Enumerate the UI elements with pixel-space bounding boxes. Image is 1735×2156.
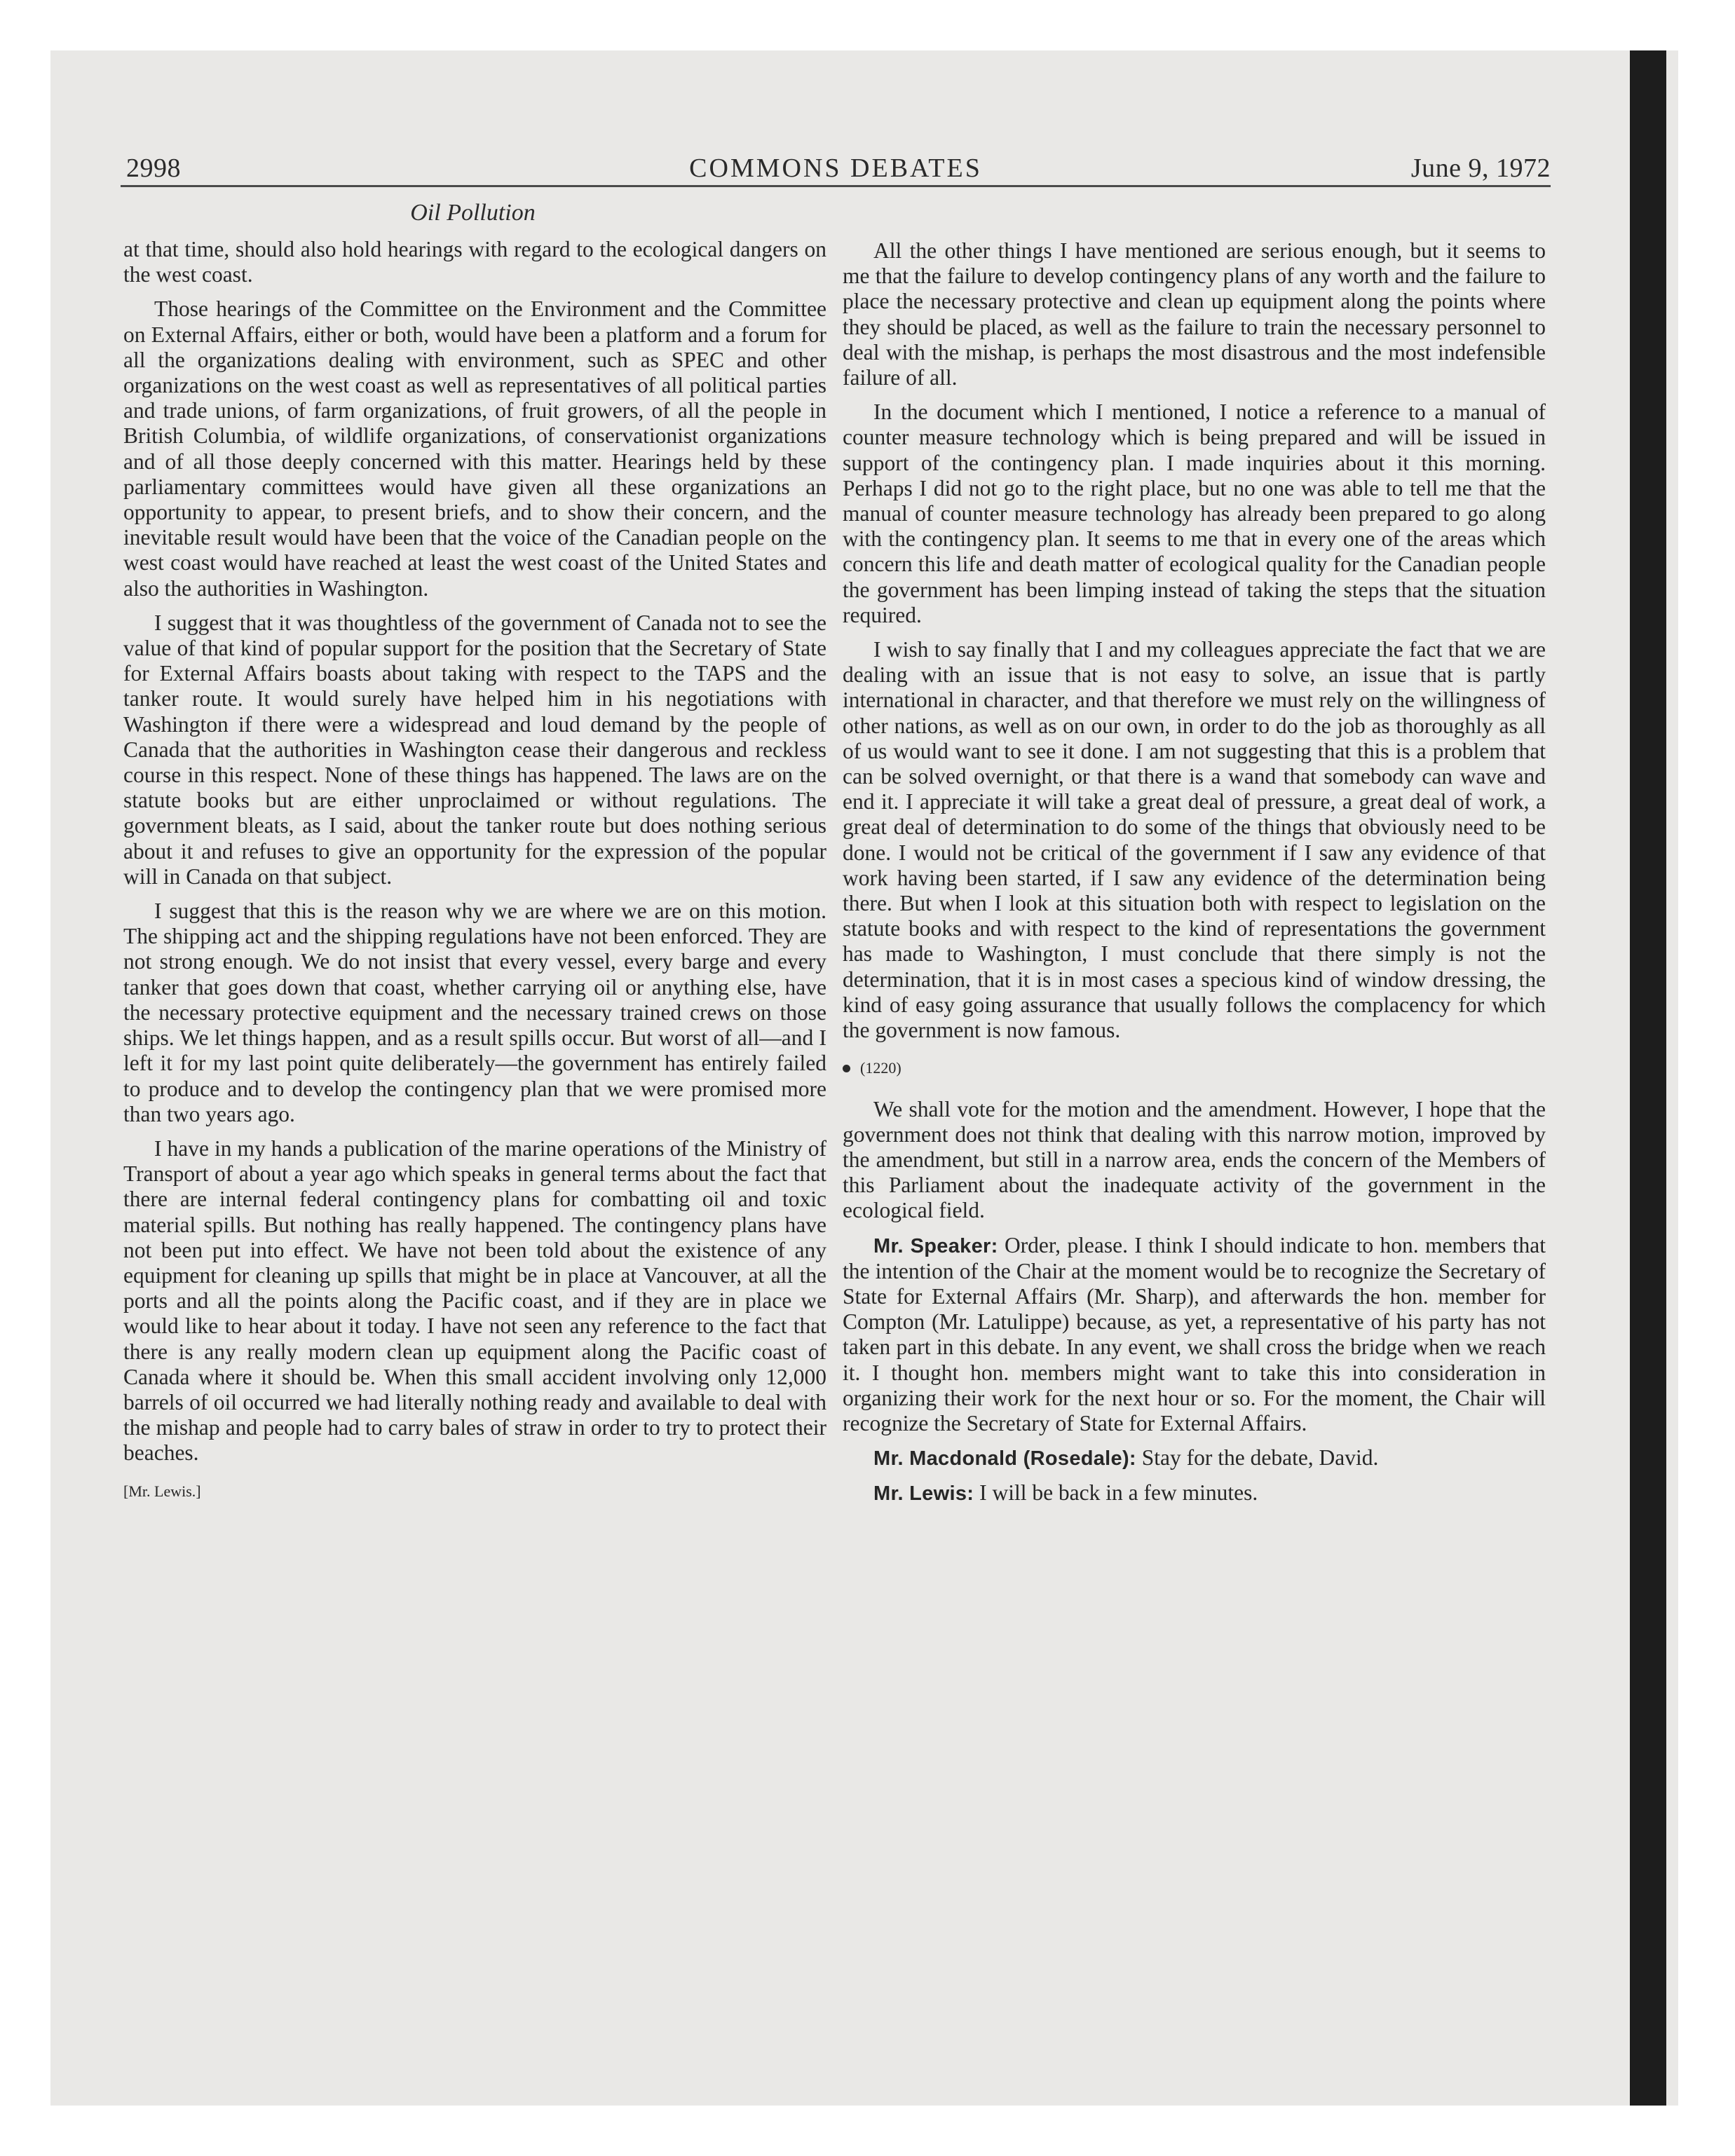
paragraph: We shall vote for the motion and the amendment. However, I hope that the government does not think that dealing with this narrow motion, improved by the amendment, but still in a narrow area, ends the concern of the Members of this Parliament about the inadequate activity of the government in the ecological field.: [843, 1096, 1546, 1223]
speech-lewis: [843, 1480, 1546, 1506]
paragraph: I have in my hands a publication of the marine operations of the Ministry of Transport of about a year ago which speaks in general terms about the fact that there are internal federal contingency plans for combatting oil and toxic material spills. But nothing has really happened. The contingency plans have not been put into effect. We have not been told about the existence of any equipment for cleaning up spills that might be in place at Vancouver, at all the ports and all the points along the Pacific coast, and if they are in place we would like to hear about it today. I have not seen any reference to the fact that there is any really modern clean up equipment along the Pacific coast of Canada where it should be. When this small accident involving only 12,000 barrels of oil occurred we had literally nothing ready and available to deal with the mishap and people had to carry bales of straw in order to try to protect their beaches.: [123, 1135, 826, 1466]
speaker-name: Mr. Lewis:: [873, 1482, 974, 1506]
right-column: [843, 238, 1546, 1516]
publication-title: COMMONS DEBATES: [689, 153, 982, 183]
paragraph: I suggest that this is the reason why we are where we are on this motion. The shipping act and the shipping regulations have not been enforced. They are not strong enough. We do not insist that every vessel, every barge and every tanker that goes down that coast, whether carrying oil or anything else, have the necessary protective equipment and the necessary trained crews on those ships. We let things happen, and as a result spills occur. But worst of all—and I left it for my last point quite deliberately—the government has entirely failed to produce and to develop the contingency plan that we were promised more than two years ago.: [123, 899, 826, 1126]
binding-edge: [1630, 50, 1666, 2106]
paragraph: Those hearings of the Committee on the Environment and the Committee on External Affairs, either or both, would have been a platform and a forum for all the organizations dealing with environment, such as SPEC and other organizations on the west coast as well as representatives of all political parties and trade unions, of farm organizations, of fruit growers, of all the people in British Columbia, of wildlife organizations, of conservationist organizations and of all those deeply concerned with this matter. Hearings held by these parliamentary committees would have given all these organizations an opportunity to appear, to present briefs, and to show their concern, and the inevitable result would have been that the voice of the Canadian people on the west coast would have reached at least the west coast of the United States and also the authorities in Washington.: [123, 296, 826, 601]
speaker-name: Mr. Macdonald (Rosedale):: [873, 1447, 1136, 1471]
page-number: 2998: [126, 153, 181, 183]
speech-text: Order, please. I think I should indicate to hon. members that the intention of the Chair at the moment would be to recognize the Secretary of State for External Affairs (Mr. Sharp), and afterwards the hon. member for Compton (Mr. Latulippe) because, as yet, a representative of his party has not taken part in this debate. In any event, we shall cross the bridge when we reach it. I thought hon. members might want to take this into consideration in organizing their work for the next hour or so. For the moment, the Chair will recognize the Secretary of State for External Affairs.: [843, 1232, 1546, 1435]
bullet-dot-icon: [843, 1065, 850, 1072]
speech-speaker: [843, 1233, 1546, 1437]
paragraph: In the document which I mentioned, I notice a reference to a manual of counter measure technology which is being prepared and will be issued in support of the contingency plan. I made inquiries about it this morning. Perhaps I did not go to the right place, but no one was able to tell me that the manual of counter measure technology has already been prepared to go along with the contingency plan. It seems to me that in every one of the areas which concern this life and death matter of ecological quality for the Canadian people the government has been limping instead of taking the steps that the situation required.: [843, 400, 1546, 627]
paragraph: All the other things I have mentioned are serious enough, but it seems to me that the failure to develop contingency plans of any worth and the failure to place the necessary protective and clean up equipment along the points where they should be placed, as well as the failure to train the necessary personnel to deal with the mishap, is perhaps the most disastrous and the most indefensible failure of all.: [843, 238, 1546, 390]
paragraph: at that time, should also hold hearings with regard to the ecological dangers on the west coast.: [123, 237, 826, 287]
speech-text: Stay for the debate, David.: [1141, 1445, 1379, 1471]
speaker-name: Mr. Speaker:: [873, 1234, 998, 1257]
speech-macdonald: [843, 1445, 1546, 1471]
section-title: Oil Pollution: [410, 200, 536, 226]
time-marker: [843, 1056, 1546, 1081]
speaker-attribution: [Mr. Lewis.]: [123, 1482, 201, 1500]
time-marker-label: (1220): [860, 1059, 901, 1077]
speech-text: I will be back in a few minutes.: [979, 1480, 1258, 1506]
page-header: [121, 147, 1551, 187]
paragraph: I suggest that it was thoughtless of the government of Canada not to see the value of that kind of popular support for the position that the Secretary of State for External Affairs boasts about taking with respect to the TAPS and the tanker route. It would surely have helped him in his negotiations with Washington if there were a widespread and loud demand by the people of Canada that the authorities in Washington cease their dangerous and reckless course in this respect. None of these things has happened. The laws are on the statute books but are either unproclaimed or without regulations. The government bleats, as I said, about the tanker route but does nothing serious about it and refuses to give an opportunity for the expression of the popular will in Canada on that subject.: [123, 610, 826, 889]
issue-date: June 9, 1972: [1410, 153, 1551, 183]
paragraph: I wish to say finally that I and my colleagues appreciate the fact that we are dealing with an issue that is not easy to solve, an issue that is partly international in character, and that therefore we must rely on the willingness of other nations, as well as on our own, in order to do the job as thoroughly as all of us would want to see it done. I am not suggesting that this is a problem that can be solved overnight, or that there is a wand that somebody can wave and end it. I appreciate it will take a great deal of pressure, a great deal of work, a great deal of determination to do some of the things that obviously need to be done. I would not be critical of the government if I saw any evidence of that work having been started, if I saw any evidence of the determination being there. But when I look at this situation both with respect to legislation on the statute books and with respect to the kind of representations the government has made to Washington, I must conclude that there simply is not the determination, that it is in most cases a specious kind of window dressing, the kind of easy going assurance that usually follows the complacency for which the government is now famous.: [843, 637, 1546, 1043]
left-column: [123, 237, 826, 1504]
